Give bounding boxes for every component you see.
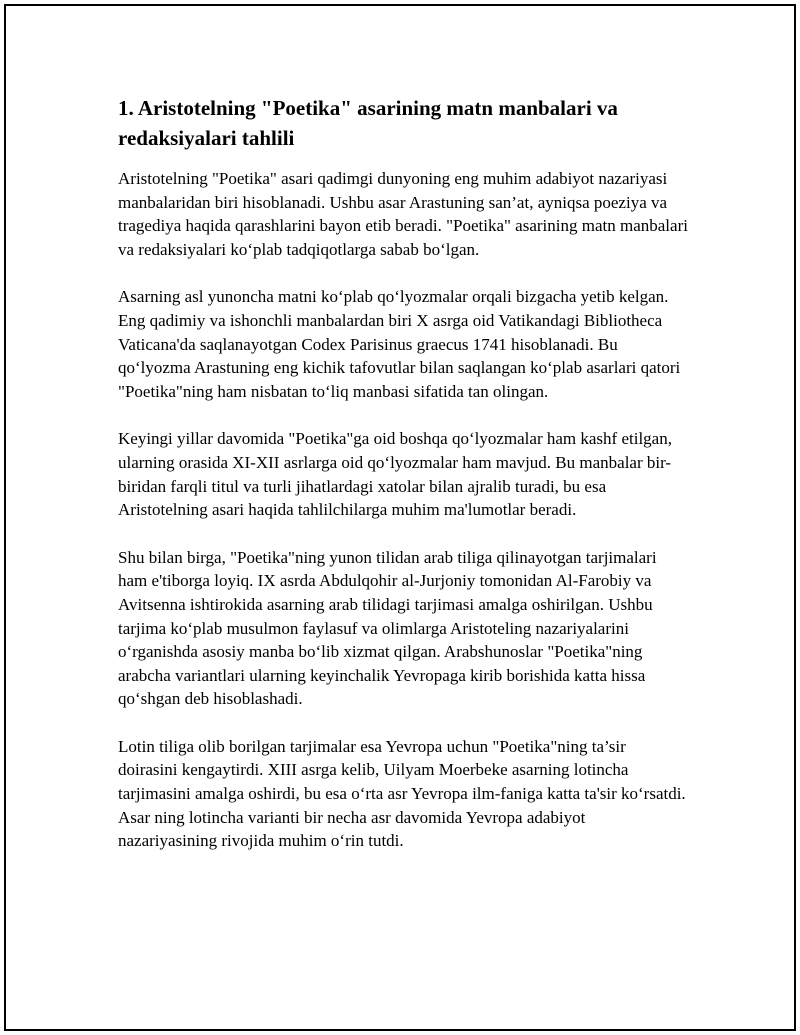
paragraph-3: Keyingi yillar davomida "Poetika"ga oid boshqa qo‘lyozmalar ham kashf etilgan, ularning orasida XI-XII asrlarga oid qo‘lyozmalar ham mavjud. Bu manbalar bir-biridan farqli titul va turli jihatlardagi xatolar bilan ajralib turadi, bu esa Aristotelning asari haqida tahlilchilarga muhim ma'lumotlar beradi.	[118, 429, 672, 520]
section-title: 1. Aristotelning "Poetika" asarining matn manbalari va redaksiyalari tahlili	[118, 96, 618, 150]
paragraph-2: Asarning asl yunoncha matni ko‘plab qo‘lyozmalar orqali bizgacha yetib kelgan. Eng qadimiy va ishonchli manbalardan biri X asrga oid Vatikandagi Bibliotheca Vaticana'da saqlanayotgan Codex Parisinus graecus 1741 hisoblanadi. Bu qo‘lyozma Arastuning eng kichik tafovutlar bilan saqlangan ko‘plab asarlari qatori "Poetika"ning ham nisbatan to‘liq manbasi sifatida tan olingan.	[118, 287, 681, 401]
paragraph-1: Aristotelning "Poetika" asari qadimgi dunyoning eng muhim adabiyot nazariyasi manbalaridan biri hisoblanadi. Ushbu asar Arastuning san’at, ayniqsa poeziya va tragediya haqida qarashlarini bayon etib beradi. "Poetika" asarining matn manbalari va redaksiyalari ko‘plab tadqiqotlarga sabab bo‘lgan.	[118, 169, 688, 259]
paragraph-5: Lotin tiliga olib borilgan tarjimalar esa Yevropa uchun "Poetika"ning ta’sir doirasini kengaytirdi. XIII asrga kelib, Uilyam Moerbeke asarning lotincha tarjimasini amalga oshirdi, bu esa o‘rta asr Yevropa ilm-faniga katta ta'sir ko‘rsatdi. Asar ning lotincha varianti bir necha asr davomida Yevropa adabiyot nazariyasining rivojida muhim o‘rin tutdi.	[118, 736, 686, 851]
paragraph-4: Shu bilan birga, "Poetika"ning yunon tilidan arab tiliga qilinayotgan tarjimalari ham e'tiborga loyiq. IX asrda Abdulqohir al-Jurjoniy tomonidan Al-Farobiy va Avitsenna ishtirokida asarning arab tilidagi tarjimasi amalga oshirilgan. Ushbu tarjima ko‘plab musulmon faylasuf va olimlarga Aristoteling nazariyalarini o‘rganishda asosiy manba bo‘lib xizmat qilgan. Arabshunoslar "Poetika"ning arabcha variantlari ularning keyinchalik Yevropaga kirib borishida katta hissa qo‘shgan deb hisoblashadi.	[118, 547, 657, 709]
document-body	[118, 93, 688, 877]
